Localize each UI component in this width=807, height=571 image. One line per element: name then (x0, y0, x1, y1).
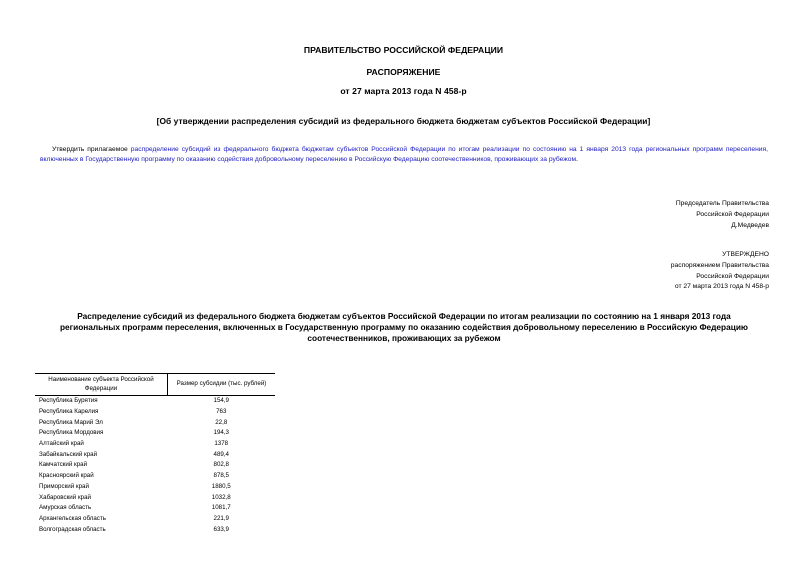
table-header-row (35, 374, 275, 396)
table-row (35, 407, 275, 418)
approval-line: распоряжением Правительства (670, 261, 769, 269)
table-row (35, 439, 275, 450)
subsidy-amount: 633,9 (213, 525, 229, 533)
region-name: Республика Бурятия (39, 397, 98, 405)
subsidy-amount: 1032,8 (211, 493, 231, 501)
region-name: Республика Мордовия (39, 429, 104, 437)
table-row (35, 514, 275, 525)
region-name: Приморский край (39, 482, 89, 490)
subsidy-amount: 802,8 (213, 461, 229, 469)
subsidy-amount: 878,5 (213, 472, 229, 480)
signature-name: Д.Медведев (731, 222, 769, 229)
subsidy-table (35, 373, 275, 535)
subsidy-amount: 489,4 (213, 450, 229, 458)
region-name: Камчатский край (39, 461, 88, 469)
subsidy-amount: 221,9 (213, 514, 229, 522)
subsidy-amount: 22,8 (215, 418, 228, 426)
table-row (35, 525, 275, 536)
signature-line: Председатель Правительства (675, 200, 769, 207)
column-header-region: Наименование субъекта Российской Федерации (35, 374, 168, 396)
approval-line: Российской Федерации (696, 272, 769, 280)
subject-heading: [Об утверждении распределения субсидий из федерального бюджета бюджетам субъектов Российской Федерации] (156, 116, 651, 126)
region-name: Забайкальский край (39, 450, 98, 458)
subsidy-amount: 194,3 (213, 429, 229, 437)
region-name: Красноярский край (39, 472, 94, 480)
table-row (35, 396, 275, 407)
intro-tail: . (576, 155, 578, 163)
region-name: Республика Карелия (39, 407, 99, 415)
region-name: Республика Марий Эл (39, 418, 103, 426)
subsidy-amount: 1378 (214, 440, 229, 447)
doc-type-heading: РАСПОРЯЖЕНИЕ (366, 67, 441, 77)
subsidy-amount: 1081,7 (211, 504, 231, 512)
subsidy-amount: 763 (216, 407, 227, 415)
table-row (35, 418, 275, 429)
table-row (35, 482, 275, 493)
region-name: Алтайский край (39, 440, 84, 447)
column-header-amount: Размер субсидии (тыс. рублей) (168, 374, 276, 396)
table-row (35, 493, 275, 504)
subsidy-amount: 1880,5 (211, 482, 231, 490)
table-row (35, 450, 275, 461)
date-number-heading: от 27 марта 2013 года N 458-р (340, 86, 467, 96)
region-name: Хабаровский край (39, 493, 91, 501)
signature-block (676, 198, 769, 231)
intro-lead: Утвердить прилагаемое (52, 146, 131, 153)
region-name: Волгоградская область (39, 525, 106, 533)
table-row (35, 460, 275, 471)
signature-line: Российской Федерации (696, 211, 769, 218)
distribution-title: Распределение субсидий из федерального бюджета бюджетам субъектов Российской Федерации по итогам реализации по состоянию на 1 января 2013 года региональных программ переселения, включенных в Государственную программу по оказанию содействия добровольному переселению в Российскую Федерацию соотечественников, проживающих за рубежом (59, 311, 749, 343)
approval-stamp (671, 250, 769, 293)
table-row (35, 428, 275, 439)
intro-paragraph (40, 145, 768, 164)
approval-line: от 27 марта 2013 года N 458-р (674, 283, 769, 291)
government-heading: ПРАВИТЕЛЬСТВО РОССИЙСКОЙ ФЕДЕРАЦИИ (303, 45, 504, 55)
region-name: Амурская область (39, 504, 92, 512)
table-row (35, 503, 275, 514)
subsidy-amount: 154,9 (213, 397, 229, 405)
table-row (35, 471, 275, 482)
distribution-link[interactable]: распределение субсидий из федерального бюджета бюджетам субъектов Российской Федерации по итогам реализации по состоянию на 1 января 2013 года региональных программ переселения, включенных в Государственную программу по оказанию содействия добровольному переселению в Российскую Федерацию соотечественников, проживающих за рубежом (40, 146, 768, 163)
region-name: Архангельская область (39, 514, 106, 522)
approval-line: УТВЕРЖДЕНО (722, 251, 769, 258)
